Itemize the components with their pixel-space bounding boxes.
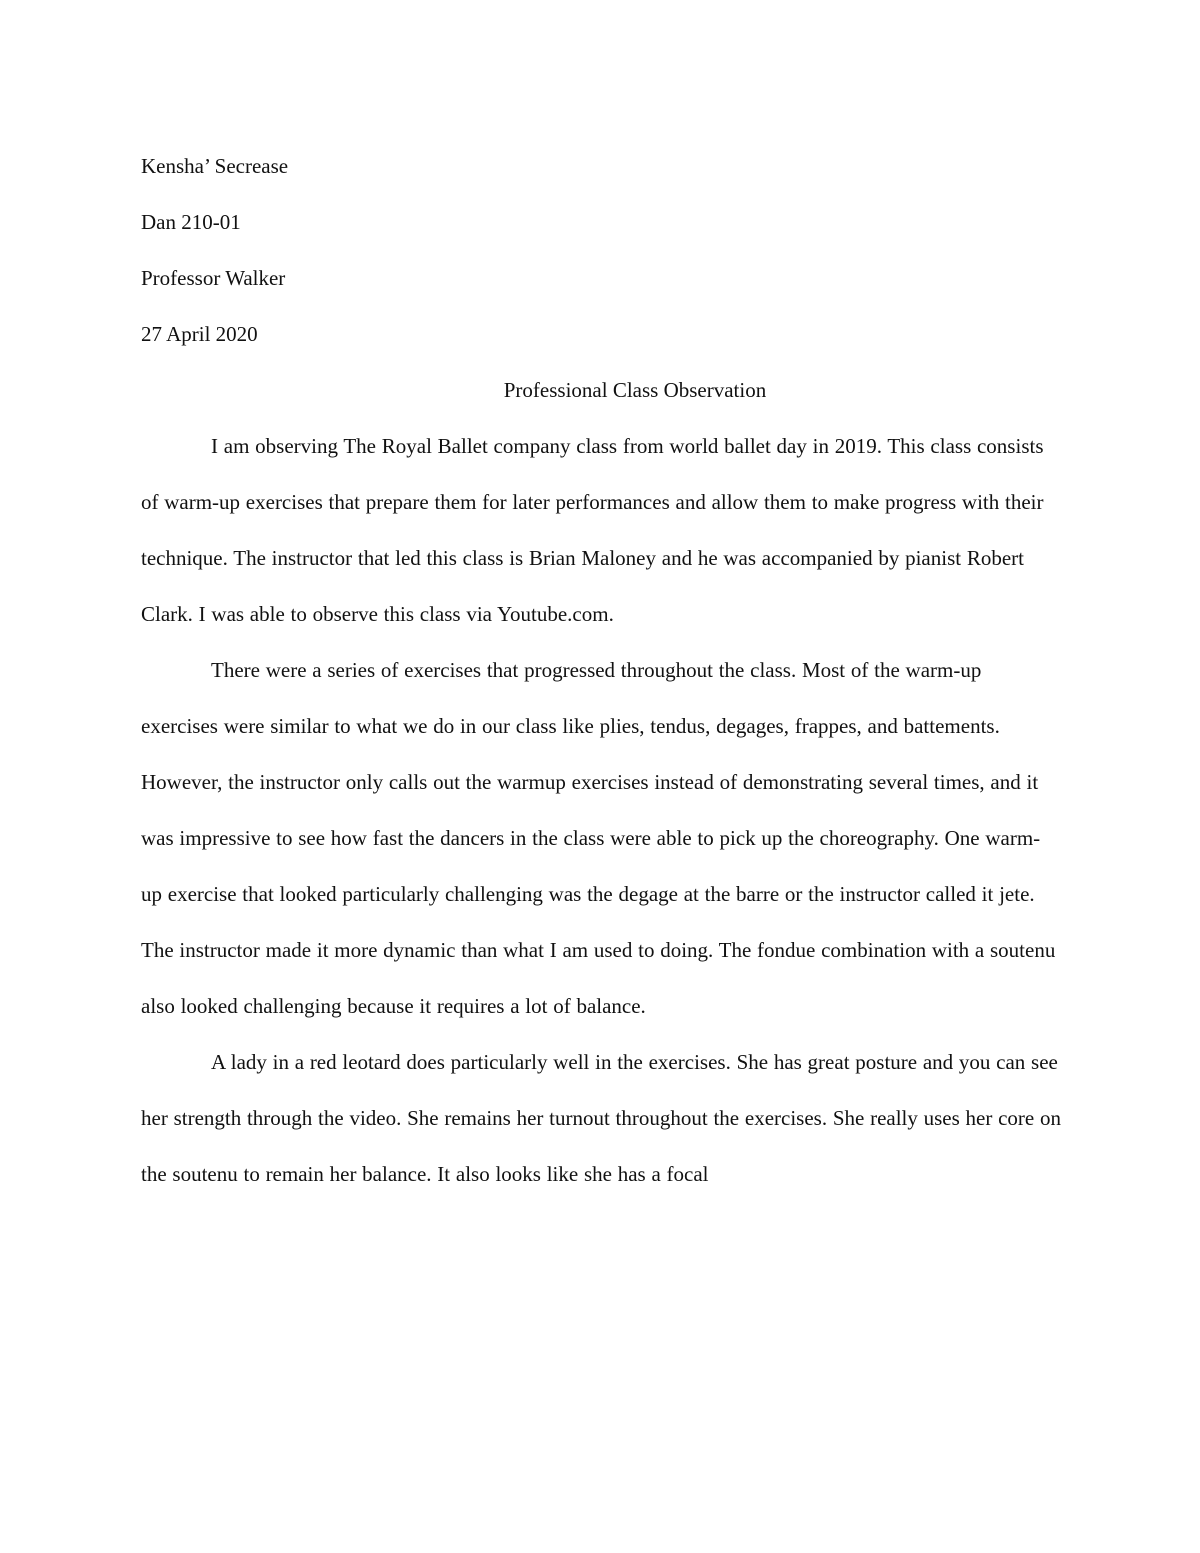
document-body <box>141 138 1061 1202</box>
paragraph-dancer: A lady in a red leotard does particularly well in the exercises. She has great posture and you can see her strength through the video. She remains her turnout throughout the exercises. She really uses her core on the soutenu to remain her balance. It also looks like she has a focal <box>141 1050 1062 1186</box>
submission-date: 27 April 2020 <box>141 322 258 346</box>
essay-title: Professional Class Observation <box>503 378 767 402</box>
paragraph-intro: I am observing The Royal Ballet company class from world ballet day in 2019. This class consists of warm-up exercises that prepare them for later performances and allow them to make progress with their technique. The instructor that led this class is Brian Maloney and he was accompanied by pianist Robert Clark. I was able to observe this class via Youtube.com. <box>141 434 1044 626</box>
course-code: Dan 210-01 <box>141 210 241 234</box>
professor-name: Professor Walker <box>141 266 286 290</box>
paragraph-exercises: There were a series of exercises that progressed throughout the class. Most of the warm-up exercises were similar to what we do in our class like plies, tendus, degages, frappes, and battements. However, the instructor only calls out the warmup exercises instead of demonstrating several times, and it was impressive to see how fast the dancers in the class were able to pick up the choreography. One warm-up exercise that looked particularly challenging was the degage at the barre or the instructor called it jete. The instructor made it more dynamic than what I am used to doing. The fondue combination with a soutenu also looked challenging because it requires a lot of balance. <box>141 658 1056 1018</box>
student-name: Kensha’ Secrease <box>141 154 289 178</box>
